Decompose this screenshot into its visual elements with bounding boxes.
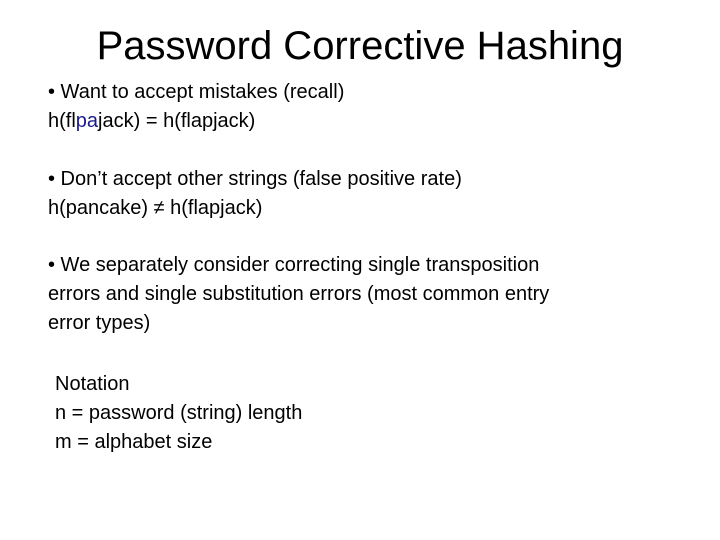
bullet-recall xyxy=(48,78,688,136)
notation-heading: Notation xyxy=(55,373,130,395)
bullet-error-types-line-2: errors and single substitution errors (most common entry xyxy=(48,283,550,305)
bullet-recall-example xyxy=(48,107,688,136)
notation-m-definition: m = alphabet size xyxy=(55,431,213,453)
example-suffix: jack) = h(flapjack) xyxy=(98,110,256,132)
notation-section xyxy=(55,370,695,457)
bullet-false-positive-example: h(pancake) ≠ h(flapjack) xyxy=(48,197,263,219)
bullet-recall-text: • Want to accept mistakes (recall) xyxy=(48,81,345,103)
bullet-false-positive-text: • Don’t accept other strings (false positive rate) xyxy=(48,168,462,190)
bullet-error-types-line-3: error types) xyxy=(48,312,151,334)
bullet-error-types xyxy=(48,251,688,338)
example-transposed-letters: pa xyxy=(75,110,99,132)
example-prefix: h(fl xyxy=(48,110,76,132)
slide-title: Password Corrective Hashing xyxy=(96,24,624,68)
notation-n-definition: n = password (string) length xyxy=(55,402,303,424)
bullet-error-types-line-1: • We separately consider correcting single transposition xyxy=(48,254,540,276)
bullet-false-positive xyxy=(48,165,688,223)
